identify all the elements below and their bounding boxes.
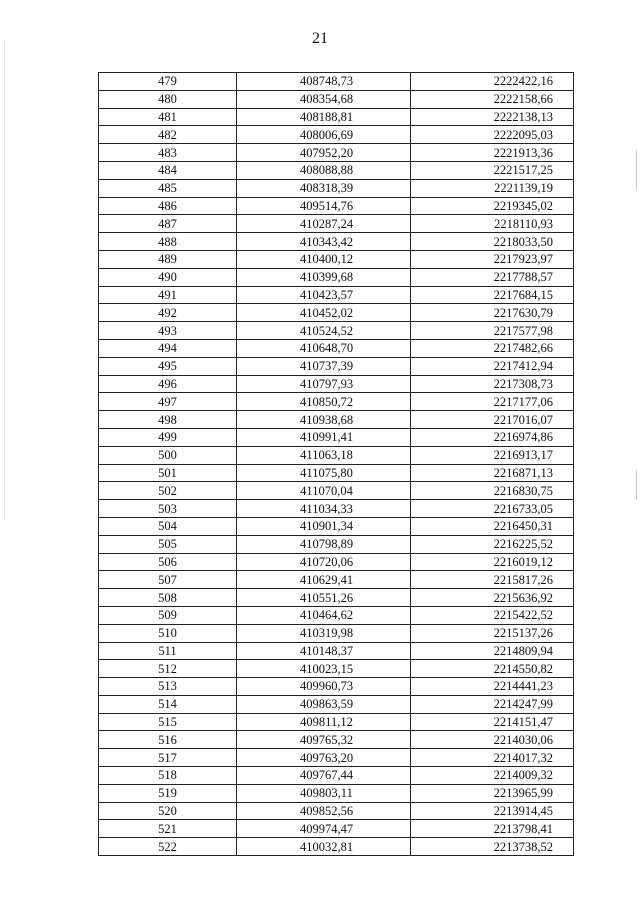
- table-row: [99, 731, 574, 749]
- x-coordinate-cell: 410399,68: [237, 268, 411, 286]
- page-edge-mark: [636, 470, 637, 500]
- y-coordinate-cell: 2214809,94: [411, 642, 574, 660]
- x-coordinate-cell: 411034,33: [237, 500, 411, 518]
- point-number-cell: 508: [99, 589, 237, 607]
- x-coordinate-cell: 409974,47: [237, 820, 411, 838]
- table-row: [99, 553, 574, 571]
- y-coordinate-cell: 2217577,98: [411, 322, 574, 340]
- table-row: [99, 393, 574, 411]
- table-row: [99, 642, 574, 660]
- table-row: [99, 250, 574, 268]
- table-row: [99, 695, 574, 713]
- point-number-cell: 511: [99, 642, 237, 660]
- y-coordinate-cell: 2216913,17: [411, 446, 574, 464]
- point-number-cell: 479: [99, 73, 237, 91]
- y-coordinate-cell: 2216225,52: [411, 535, 574, 553]
- x-coordinate-cell: 409765,32: [237, 731, 411, 749]
- table-row: [99, 90, 574, 108]
- point-number-cell: 492: [99, 304, 237, 322]
- table-row: [99, 233, 574, 251]
- table-row: [99, 73, 574, 91]
- table-row: [99, 713, 574, 731]
- y-coordinate-cell: 2219345,02: [411, 197, 574, 215]
- y-coordinate-cell: 2221517,25: [411, 161, 574, 179]
- table-row: [99, 126, 574, 144]
- point-number-cell: 487: [99, 215, 237, 233]
- x-coordinate-cell: 411070,04: [237, 482, 411, 500]
- y-coordinate-cell: 2214151,47: [411, 713, 574, 731]
- table-row: [99, 411, 574, 429]
- y-coordinate-cell: 2213914,45: [411, 802, 574, 820]
- point-number-cell: 509: [99, 606, 237, 624]
- x-coordinate-cell: 408006,69: [237, 126, 411, 144]
- point-number-cell: 485: [99, 179, 237, 197]
- x-coordinate-cell: 409811,12: [237, 713, 411, 731]
- x-coordinate-cell: 408354,68: [237, 90, 411, 108]
- point-number-cell: 480: [99, 90, 237, 108]
- point-number-cell: 481: [99, 108, 237, 126]
- point-number-cell: 493: [99, 322, 237, 340]
- table-row: [99, 678, 574, 696]
- x-coordinate-cell: 410737,39: [237, 357, 411, 375]
- table-row: [99, 161, 574, 179]
- x-coordinate-cell: 410287,24: [237, 215, 411, 233]
- point-number-cell: 488: [99, 233, 237, 251]
- point-number-cell: 504: [99, 517, 237, 535]
- y-coordinate-cell: 2214550,82: [411, 660, 574, 678]
- x-coordinate-cell: 407952,20: [237, 144, 411, 162]
- point-number-cell: 498: [99, 411, 237, 429]
- table-row: [99, 482, 574, 500]
- x-coordinate-cell: 409514,76: [237, 197, 411, 215]
- table-row: [99, 286, 574, 304]
- x-coordinate-cell: 410798,89: [237, 535, 411, 553]
- table-row: [99, 322, 574, 340]
- y-coordinate-cell: 2216974,86: [411, 428, 574, 446]
- point-number-cell: 497: [99, 393, 237, 411]
- x-coordinate-cell: 409803,11: [237, 784, 411, 802]
- y-coordinate-cell: 2217684,15: [411, 286, 574, 304]
- table-row: [99, 304, 574, 322]
- point-number-cell: 486: [99, 197, 237, 215]
- y-coordinate-cell: 2214441,23: [411, 678, 574, 696]
- point-number-cell: 517: [99, 749, 237, 767]
- page-edge-mark: [636, 150, 637, 190]
- y-coordinate-cell: 2216450,31: [411, 517, 574, 535]
- y-coordinate-cell: 2216733,05: [411, 500, 574, 518]
- table-row: [99, 357, 574, 375]
- y-coordinate-cell: 2217016,07: [411, 411, 574, 429]
- point-number-cell: 489: [99, 250, 237, 268]
- x-coordinate-cell: 410023,15: [237, 660, 411, 678]
- point-number-cell: 521: [99, 820, 237, 838]
- table-row: [99, 802, 574, 820]
- x-coordinate-cell: 410452,02: [237, 304, 411, 322]
- y-coordinate-cell: 2218033,50: [411, 233, 574, 251]
- point-number-cell: 518: [99, 767, 237, 785]
- point-number-cell: 519: [99, 784, 237, 802]
- x-coordinate-cell: 410148,37: [237, 642, 411, 660]
- table-row: [99, 144, 574, 162]
- y-coordinate-cell: 2214009,32: [411, 767, 574, 785]
- y-coordinate-cell: 2214247,99: [411, 695, 574, 713]
- y-coordinate-cell: 2217482,66: [411, 339, 574, 357]
- point-number-cell: 520: [99, 802, 237, 820]
- point-number-cell: 514: [99, 695, 237, 713]
- point-number-cell: 484: [99, 161, 237, 179]
- y-coordinate-cell: 2222095,03: [411, 126, 574, 144]
- x-coordinate-cell: 408188,81: [237, 108, 411, 126]
- x-coordinate-cell: 409767,44: [237, 767, 411, 785]
- y-coordinate-cell: 2216830,75: [411, 482, 574, 500]
- point-number-cell: 494: [99, 339, 237, 357]
- y-coordinate-cell: 2214017,32: [411, 749, 574, 767]
- x-coordinate-cell: 410629,41: [237, 571, 411, 589]
- x-coordinate-cell: 409863,59: [237, 695, 411, 713]
- y-coordinate-cell: 2221913,36: [411, 144, 574, 162]
- point-number-cell: 502: [99, 482, 237, 500]
- table-row: [99, 268, 574, 286]
- table-row: [99, 571, 574, 589]
- y-coordinate-cell: 2217412,94: [411, 357, 574, 375]
- x-coordinate-cell: 411075,80: [237, 464, 411, 482]
- table-row: [99, 820, 574, 838]
- x-coordinate-cell: 408748,73: [237, 73, 411, 91]
- y-coordinate-cell: 2217788,57: [411, 268, 574, 286]
- table-row: [99, 838, 574, 856]
- table-row: [99, 464, 574, 482]
- point-number-cell: 491: [99, 286, 237, 304]
- table-row: [99, 624, 574, 642]
- y-coordinate-cell: 2216871,13: [411, 464, 574, 482]
- y-coordinate-cell: 2215636,92: [411, 589, 574, 607]
- y-coordinate-cell: 2216019,12: [411, 553, 574, 571]
- y-coordinate-cell: 2221139,19: [411, 179, 574, 197]
- table-row: [99, 179, 574, 197]
- y-coordinate-cell: 2222422,16: [411, 73, 574, 91]
- point-number-cell: 500: [99, 446, 237, 464]
- point-number-cell: 515: [99, 713, 237, 731]
- table-row: [99, 428, 574, 446]
- table-row: [99, 446, 574, 464]
- point-number-cell: 507: [99, 571, 237, 589]
- x-coordinate-cell: 410524,52: [237, 322, 411, 340]
- x-coordinate-cell: 411063,18: [237, 446, 411, 464]
- table-row: [99, 197, 574, 215]
- x-coordinate-cell: 410032,81: [237, 838, 411, 856]
- table-row: [99, 108, 574, 126]
- x-coordinate-cell: 409852,56: [237, 802, 411, 820]
- x-coordinate-cell: 410423,57: [237, 286, 411, 304]
- point-number-cell: 510: [99, 624, 237, 642]
- table-row: [99, 535, 574, 553]
- table-row: [99, 660, 574, 678]
- y-coordinate-cell: 2215137,26: [411, 624, 574, 642]
- x-coordinate-cell: 410319,98: [237, 624, 411, 642]
- table-row: [99, 784, 574, 802]
- point-number-cell: 496: [99, 375, 237, 393]
- table-row: [99, 500, 574, 518]
- page-edge-mark: [4, 40, 5, 520]
- x-coordinate-cell: 409960,73: [237, 678, 411, 696]
- point-number-cell: 512: [99, 660, 237, 678]
- table-row: [99, 749, 574, 767]
- point-number-cell: 495: [99, 357, 237, 375]
- point-number-cell: 513: [99, 678, 237, 696]
- y-coordinate-cell: 2222158,66: [411, 90, 574, 108]
- table-row: [99, 589, 574, 607]
- table-row: [99, 215, 574, 233]
- x-coordinate-cell: 409763,20: [237, 749, 411, 767]
- x-coordinate-cell: 410400,12: [237, 250, 411, 268]
- x-coordinate-cell: 408088,88: [237, 161, 411, 179]
- point-number-cell: 516: [99, 731, 237, 749]
- y-coordinate-cell: 2218110,93: [411, 215, 574, 233]
- y-coordinate-cell: 2213965,99: [411, 784, 574, 802]
- y-coordinate-cell: 2215817,26: [411, 571, 574, 589]
- point-number-cell: 499: [99, 428, 237, 446]
- x-coordinate-cell: 410343,42: [237, 233, 411, 251]
- x-coordinate-cell: 410464,62: [237, 606, 411, 624]
- x-coordinate-cell: 410797,93: [237, 375, 411, 393]
- coordinates-table: [98, 72, 574, 856]
- table-row: [99, 375, 574, 393]
- y-coordinate-cell: 2217177,06: [411, 393, 574, 411]
- y-coordinate-cell: 2214030,06: [411, 731, 574, 749]
- point-number-cell: 503: [99, 500, 237, 518]
- y-coordinate-cell: 2217630,79: [411, 304, 574, 322]
- point-number-cell: 505: [99, 535, 237, 553]
- y-coordinate-cell: 2213798,41: [411, 820, 574, 838]
- x-coordinate-cell: 410648,70: [237, 339, 411, 357]
- y-coordinate-cell: 2215422,52: [411, 606, 574, 624]
- point-number-cell: 522: [99, 838, 237, 856]
- point-number-cell: 506: [99, 553, 237, 571]
- y-coordinate-cell: 2217308,73: [411, 375, 574, 393]
- table-row: [99, 767, 574, 785]
- y-coordinate-cell: 2213738,52: [411, 838, 574, 856]
- point-number-cell: 483: [99, 144, 237, 162]
- table-row: [99, 339, 574, 357]
- x-coordinate-cell: 410551,26: [237, 589, 411, 607]
- point-number-cell: 501: [99, 464, 237, 482]
- point-number-cell: 482: [99, 126, 237, 144]
- y-coordinate-cell: 2217923,97: [411, 250, 574, 268]
- table-row: [99, 606, 574, 624]
- x-coordinate-cell: 410720,06: [237, 553, 411, 571]
- x-coordinate-cell: 408318,39: [237, 179, 411, 197]
- x-coordinate-cell: 410938,68: [237, 411, 411, 429]
- page-number: 21: [312, 30, 328, 47]
- x-coordinate-cell: 410901,34: [237, 517, 411, 535]
- x-coordinate-cell: 410850,72: [237, 393, 411, 411]
- x-coordinate-cell: 410991,41: [237, 428, 411, 446]
- coordinates-table-body: [99, 73, 574, 856]
- point-number-cell: 490: [99, 268, 237, 286]
- y-coordinate-cell: 2222138,13: [411, 108, 574, 126]
- table-row: [99, 517, 574, 535]
